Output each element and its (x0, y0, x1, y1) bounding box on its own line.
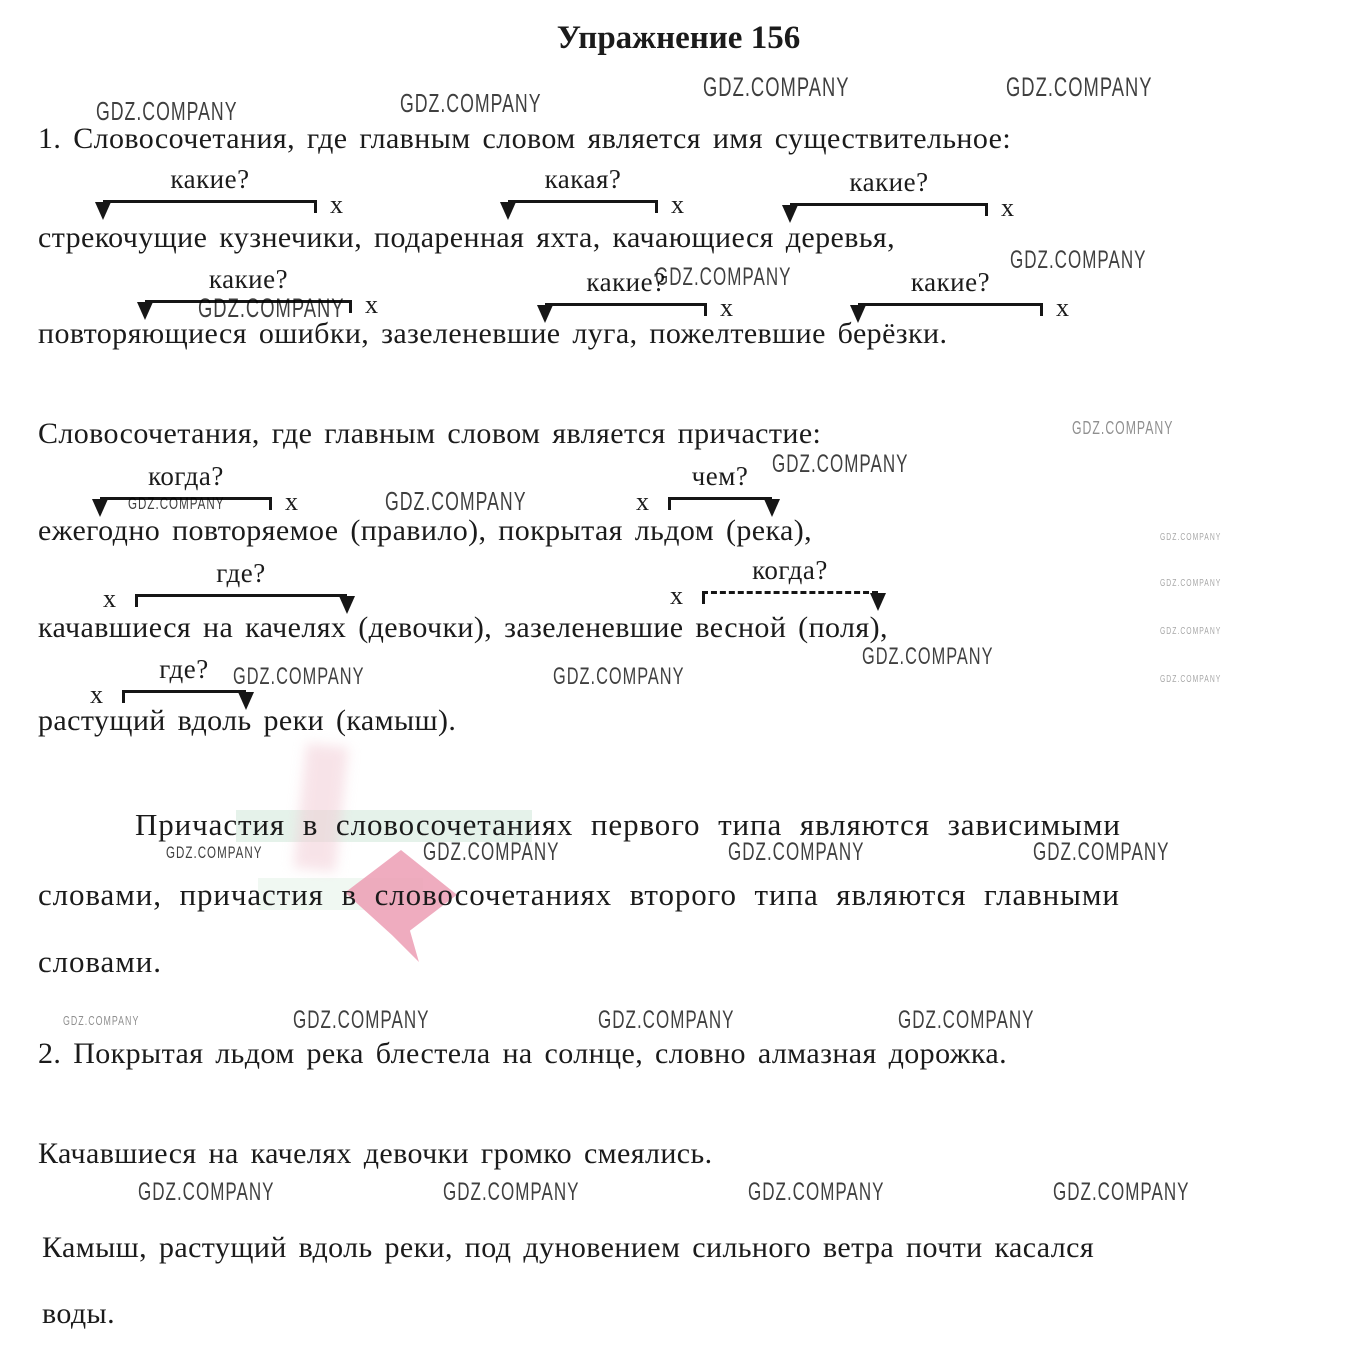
arrow-bar (702, 591, 878, 594)
gdz-watermark: GDZ.COMPANY (1006, 72, 1153, 102)
gdz-watermark: GDZ.COMPANY (198, 293, 345, 323)
section1-intro: 1. Словосочетания, где главным словом является имя существительное: (38, 122, 1012, 155)
section3-line4: воды. (42, 1297, 116, 1330)
arrowhead-icon (238, 692, 254, 710)
gdz-watermark: GDZ.COMPANY (385, 486, 527, 516)
main-word-marker: х (670, 581, 683, 610)
question-label: когда? (752, 555, 828, 585)
dependency-arrow (858, 267, 1069, 327)
gdz-watermark: GDZ.COMPANY (443, 1178, 580, 1206)
bracket-tick (985, 203, 988, 216)
dependency-arrow (103, 558, 347, 618)
question-label: какие? (849, 167, 929, 197)
arrowhead-icon (137, 302, 153, 320)
question-label: какие? (910, 267, 991, 297)
arrowhead-icon (95, 202, 111, 220)
section2-line1: ежегодно повторяемое (правило), покрытая льдом (река), (38, 514, 813, 547)
question-label: какие? (208, 264, 289, 294)
gdz-watermark: GDZ.COMPANY (655, 263, 792, 291)
main-word-marker: х (671, 190, 684, 219)
section3-line3: Камыш, растущий вдоль реки, под дуновением сильного ветра почти касался (42, 1231, 1095, 1264)
gdz-watermark: GDZ.COMPANY (423, 838, 560, 866)
gdz-watermark: GDZ.COMPANY (293, 1006, 430, 1034)
dependency-arrow (636, 461, 772, 521)
main-word-marker: х (330, 190, 343, 219)
question-label: какие? (586, 267, 666, 297)
dependency-arrow (670, 555, 878, 615)
main-word-marker: х (90, 680, 103, 709)
section2-line3: растущий вдоль реки (камыш). (38, 704, 457, 737)
main-word-marker: х (636, 487, 649, 516)
bracket-tick (269, 497, 272, 510)
main-word-marker: х (103, 584, 116, 613)
section2-intro: Словосочетания, где главным словом является причастие: (38, 417, 822, 450)
bracket-tick (655, 200, 658, 213)
gdz-watermark: GDZ.COMPANY (703, 72, 850, 102)
arrow-bar (790, 203, 988, 206)
gdz-watermark: GDZ.COMPANY (1160, 626, 1222, 637)
gdz-watermark: GDZ.COMPANY (748, 1178, 885, 1206)
arrow-bar (103, 200, 317, 203)
gdz-watermark: GDZ.COMPANY (1033, 838, 1170, 866)
gdz-watermark: GDZ.COMPANY (166, 843, 263, 862)
main-word-marker: х (365, 290, 378, 319)
question-label: где? (159, 654, 209, 684)
main-word-marker: х (1001, 193, 1014, 222)
section2-line2: качавшиеся на качелях (девочки), зазеленевшие весной (поля), (38, 611, 888, 644)
explanation-line3: словами. (38, 944, 162, 979)
bracket-tick (668, 497, 671, 510)
arrow-bar (668, 497, 772, 500)
arrowhead-icon (92, 499, 108, 517)
gdz-watermark: GDZ.COMPANY (553, 663, 685, 690)
gdz-watermark: GDZ.COMPANY (728, 838, 865, 866)
dependency-arrow (790, 167, 1014, 227)
explanation-line1: Причастия в словосочетаниях первого типа являются зависимыми (135, 807, 1121, 842)
gdz-watermark: GDZ.COMPANY (1010, 246, 1147, 274)
question-label: где? (216, 558, 266, 588)
gdz-watermark: GDZ.COMPANY (63, 1013, 140, 1028)
bracket-tick (135, 594, 138, 607)
section1-line2: повторяющиеся ошибки, зазеленевшие луга, пожелтевшие берёзки. (38, 317, 948, 350)
gdz-watermark: GDZ.COMPANY (233, 663, 365, 690)
arrowhead-icon (500, 202, 516, 220)
bracket-tick (702, 591, 705, 604)
question-label: какие? (170, 164, 250, 194)
gdz-watermark: GDZ.COMPANY (1072, 418, 1174, 438)
arrowhead-icon (782, 205, 798, 223)
gdz-watermark: GDZ.COMPANY (400, 88, 542, 118)
gdz-watermark: GDZ.COMPANY (898, 1006, 1035, 1034)
bracket-tick (314, 200, 317, 213)
main-word-marker: х (1056, 293, 1069, 322)
gdz-watermark: GDZ.COMPANY (138, 1178, 275, 1206)
section3-line2: Качавшиеся на качелях девочки громко смеялись. (38, 1137, 713, 1170)
gdz-watermark: GDZ.COMPANY (1160, 674, 1222, 685)
question-label: чем? (691, 461, 749, 491)
arrowhead-icon (537, 305, 553, 323)
arrowhead-icon (764, 499, 780, 517)
exercise-title: Упражнение 156 (556, 20, 801, 56)
gdz-watermark: GDZ.COMPANY (1053, 1178, 1190, 1206)
dependency-arrow (508, 164, 684, 224)
arrow-bar (858, 303, 1043, 306)
gdz-watermark: GDZ.COMPANY (1160, 532, 1222, 543)
bracket-tick (1040, 303, 1043, 316)
arrowhead-icon (850, 305, 866, 323)
section3-line1: 2. Покрытая льдом река блестела на солнце, словно алмазная дорожка. (38, 1037, 1007, 1070)
arrowhead-icon (870, 593, 886, 611)
bracket-tick (122, 690, 125, 703)
dependency-arrow (90, 654, 246, 714)
bracket-tick (704, 303, 707, 316)
gdz-watermark: GDZ.COMPANY (128, 494, 225, 513)
arrowhead-icon (339, 596, 355, 614)
section1-line1: стрекочущие кузнечики, подаренная яхта, качающиеся деревья, (38, 221, 896, 254)
explanation-line2: словами, причастия в словосочетаниях второго типа являются главными (38, 877, 1120, 912)
arrow-bar (545, 303, 707, 306)
gdz-watermark: GDZ.COMPANY (772, 450, 909, 478)
bracket-tick (349, 300, 352, 313)
arrow-bar (135, 594, 347, 597)
gdz-watermark: GDZ.COMPANY (862, 643, 994, 670)
main-word-marker: х (720, 293, 733, 322)
question-label: какая? (544, 164, 622, 194)
gdz-watermark: GDZ.COMPANY (1160, 578, 1222, 589)
arrow-bar (122, 690, 246, 693)
arrow-bar (508, 200, 658, 203)
question-label: когда? (148, 461, 224, 491)
dependency-arrow (103, 164, 343, 224)
gdz-watermark: GDZ.COMPANY (96, 96, 238, 126)
main-word-marker: х (285, 487, 298, 516)
gdz-watermark: GDZ.COMPANY (598, 1006, 735, 1034)
